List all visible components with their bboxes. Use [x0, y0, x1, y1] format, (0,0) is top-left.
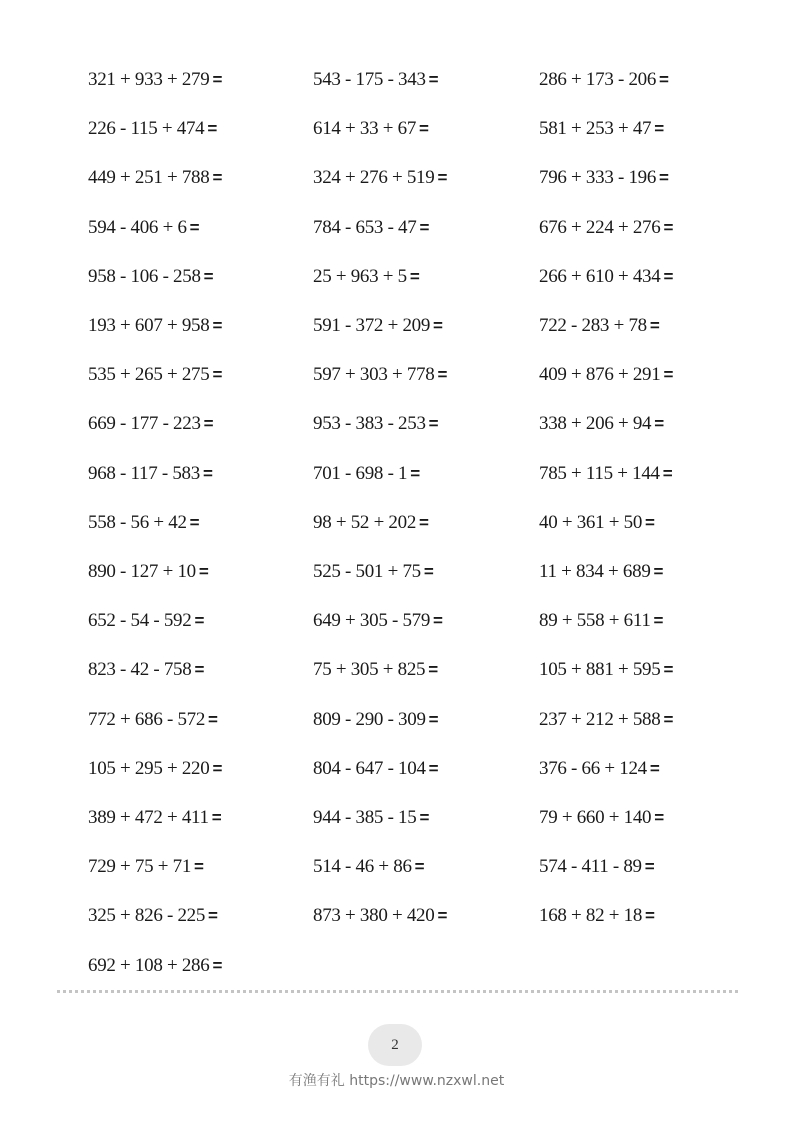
arithmetic-problem: [88, 807, 221, 829]
equals-sign: =: [649, 758, 660, 778]
equals-sign: =: [202, 463, 213, 483]
equals-sign: =: [194, 660, 205, 680]
problem-expression: 890 - 127 + 10: [88, 561, 196, 582]
arithmetic-problem: [88, 856, 204, 878]
equals-sign: =: [211, 808, 222, 827]
page-number-badge: [368, 1024, 422, 1066]
arithmetic-problem: [539, 217, 673, 239]
problem-expression: 449 + 251 + 788: [88, 167, 210, 189]
equals-sign: =: [189, 217, 200, 237]
arithmetic-problem: [88, 610, 204, 632]
equals-sign: =: [428, 758, 439, 778]
equals-sign: =: [644, 857, 655, 877]
problem-expression: 968 - 117 - 583: [88, 462, 200, 484]
arithmetic-problem: [313, 463, 420, 485]
arithmetic-problem: [539, 266, 673, 288]
equals-sign: =: [194, 857, 204, 877]
equals-sign: =: [212, 316, 223, 335]
problem-expression: 543 - 175 - 343: [313, 69, 426, 90]
arithmetic-problem: [88, 463, 213, 485]
arithmetic-problem: [313, 118, 429, 140]
problem-expression: 535 + 265 + 275: [88, 364, 210, 386]
problem-expression: 804 - 647 - 104: [313, 757, 426, 779]
problem-expression: 873 + 380 + 420: [313, 905, 435, 927]
arithmetic-problem: [313, 364, 447, 386]
equals-sign: =: [198, 562, 209, 581]
equals-sign: =: [419, 512, 429, 532]
equals-sign: =: [419, 808, 430, 827]
equals-sign: =: [659, 70, 669, 89]
footer-text: 有渔有礼 https://www.nzxwl.net: [288, 1073, 505, 1089]
equals-sign: =: [428, 70, 439, 89]
problem-expression: 649 + 305 - 579: [313, 610, 431, 632]
equals-sign: =: [414, 857, 425, 877]
equals-sign: =: [653, 562, 664, 581]
equals-sign: =: [212, 365, 223, 385]
equals-sign: =: [212, 955, 223, 975]
problem-expression: 325 + 826 - 225: [88, 905, 206, 927]
arithmetic-problem: [539, 610, 663, 632]
arithmetic-problem: [88, 167, 222, 189]
equals-sign: =: [662, 463, 673, 483]
equals-sign: =: [212, 758, 223, 778]
problem-expression: 389 + 472 + 411: [88, 807, 209, 828]
arithmetic-problem: [313, 69, 438, 91]
arithmetic-problem: [539, 364, 673, 386]
problem-expression: 729 + 75 + 71: [88, 856, 192, 878]
problem-expression: 669 - 177 - 223: [88, 413, 201, 435]
page-number: 2: [391, 1036, 399, 1053]
problem-expression: 558 - 56 + 42: [88, 511, 187, 533]
problem-expression: 785 + 115 + 144: [539, 462, 660, 484]
equals-sign: =: [208, 906, 218, 926]
equals-sign: =: [663, 217, 674, 237]
arithmetic-problem: [88, 118, 217, 140]
problem-expression: 594 - 406 + 6: [88, 216, 187, 238]
equals-sign: =: [437, 906, 448, 926]
arithmetic-problem: [539, 709, 673, 731]
arithmetic-problem: [88, 217, 199, 239]
equals-sign: =: [208, 709, 218, 729]
arithmetic-problem: [313, 167, 447, 189]
problem-expression: 338 + 206 + 94: [539, 413, 652, 435]
arithmetic-problem: [539, 856, 654, 878]
problem-expression: 193 + 607 + 958: [88, 315, 210, 336]
arithmetic-problem: [88, 659, 204, 681]
arithmetic-problem: [88, 955, 222, 977]
arithmetic-problem: [539, 118, 664, 140]
problem-expression: 98 + 52 + 202: [313, 511, 417, 533]
equals-sign: =: [419, 217, 430, 237]
problem-expression: 581 + 253 + 47: [539, 118, 652, 140]
equals-sign: =: [207, 119, 217, 139]
problem-expression: 953 - 383 - 253: [313, 413, 426, 435]
arithmetic-problem: [539, 463, 672, 485]
equals-sign: =: [663, 266, 674, 286]
problem-expression: 226 - 115 + 474: [88, 118, 205, 140]
arithmetic-problem: [88, 364, 222, 386]
equals-sign: =: [654, 808, 664, 827]
problem-expression: 266 + 610 + 434: [539, 265, 661, 287]
problem-expression: 105 + 881 + 595: [539, 659, 661, 681]
arithmetic-problem: [88, 69, 222, 91]
arithmetic-problem: [313, 807, 429, 829]
equals-sign: =: [437, 168, 448, 188]
equals-sign: =: [410, 463, 420, 483]
problem-expression: 692 + 108 + 286: [88, 954, 210, 976]
equals-sign: =: [654, 119, 664, 139]
arithmetic-problem: [539, 659, 673, 681]
problem-expression: 597 + 303 + 778: [313, 364, 435, 386]
equals-sign: =: [437, 365, 448, 385]
problem-expression: 796 + 333 - 196: [539, 167, 657, 189]
arithmetic-problem: [313, 709, 438, 731]
equals-sign: =: [663, 709, 674, 729]
problem-expression: 321 + 933 + 279: [88, 69, 210, 90]
arithmetic-problem: [313, 266, 419, 288]
problem-expression: 614 + 33 + 67: [313, 118, 417, 140]
equals-sign: =: [203, 266, 214, 286]
problem-expression: 514 - 46 + 86: [313, 856, 412, 878]
equals-sign: =: [428, 660, 438, 680]
problem-expression: 89 + 558 + 611: [539, 610, 651, 632]
problem-expression: 676 + 224 + 276: [539, 216, 661, 238]
arithmetic-problem: [88, 709, 218, 731]
arithmetic-problem: [313, 217, 429, 239]
arithmetic-problem: [313, 610, 443, 632]
arithmetic-problem: [313, 659, 438, 681]
equals-sign: =: [663, 365, 674, 385]
problem-expression: 823 - 42 - 758: [88, 659, 192, 681]
equals-sign: =: [433, 611, 443, 631]
arithmetic-problem: [539, 905, 655, 927]
problem-expression: 409 + 876 + 291: [539, 364, 661, 386]
arithmetic-problem: [539, 69, 669, 91]
arithmetic-problem: [88, 905, 218, 927]
arithmetic-problem: [88, 758, 222, 780]
arithmetic-problem: [539, 167, 669, 189]
equals-sign: =: [645, 906, 655, 926]
problem-expression: 701 - 698 - 1: [313, 462, 408, 484]
problem-expression: 168 + 82 + 18: [539, 905, 643, 927]
equals-sign: =: [212, 168, 223, 188]
arithmetic-problem: [88, 512, 199, 534]
equals-sign: =: [428, 709, 439, 729]
problem-expression: 574 - 411 - 89: [539, 856, 642, 878]
equals-sign: =: [428, 414, 439, 434]
arithmetic-problem: [313, 561, 433, 583]
problem-expression: 105 + 295 + 220: [88, 757, 210, 779]
equals-sign: =: [409, 266, 420, 286]
equals-sign: =: [663, 660, 674, 680]
problem-expression: 722 - 283 + 78: [539, 315, 647, 336]
problem-expression: 784 - 653 - 47: [313, 216, 417, 238]
arithmetic-problem: [313, 413, 438, 435]
arithmetic-problem: [88, 315, 222, 337]
equals-sign: =: [189, 512, 200, 532]
problem-expression: 25 + 963 + 5: [313, 265, 407, 287]
problem-expression: 958 - 106 - 258: [88, 265, 201, 287]
problem-expression: 525 - 501 + 75: [313, 561, 421, 582]
problem-expression: 324 + 276 + 519: [313, 167, 435, 189]
arithmetic-problem: [313, 512, 429, 534]
arithmetic-problem: [313, 905, 447, 927]
arithmetic-problem: [539, 512, 655, 534]
arithmetic-problem: [88, 266, 213, 288]
problem-expression: 376 - 66 + 124: [539, 757, 647, 779]
arithmetic-problem: [88, 413, 213, 435]
equals-sign: =: [194, 611, 205, 631]
dotted-divider: [57, 990, 738, 993]
arithmetic-problem: [539, 413, 664, 435]
equals-sign: =: [649, 316, 660, 335]
problem-expression: 809 - 290 - 309: [313, 708, 426, 730]
problem-expression: 591 - 372 + 209: [313, 315, 431, 336]
equals-sign: =: [203, 414, 214, 434]
equals-sign: =: [654, 414, 664, 434]
problem-expression: 652 - 54 - 592: [88, 610, 192, 632]
equals-sign: =: [419, 119, 429, 139]
problem-expression: 75 + 305 + 825: [313, 659, 426, 681]
arithmetic-problem: [313, 315, 443, 337]
problem-expression: 237 + 212 + 588: [539, 708, 661, 730]
arithmetic-problem: [539, 315, 659, 337]
problem-expression: 79 + 660 + 140: [539, 807, 652, 828]
problem-expression: 11 + 834 + 689: [539, 561, 651, 582]
equals-sign: =: [659, 168, 669, 188]
arithmetic-problem: [88, 561, 208, 583]
equals-sign: =: [653, 611, 664, 631]
arithmetic-problem: [313, 856, 424, 878]
problem-expression: 944 - 385 - 15: [313, 807, 417, 828]
equals-sign: =: [423, 562, 434, 581]
equals-sign: =: [212, 70, 223, 89]
problem-expression: 286 + 173 - 206: [539, 69, 657, 90]
problem-expression: 772 + 686 - 572: [88, 708, 206, 730]
arithmetic-problem: [313, 758, 438, 780]
equals-sign: =: [433, 316, 443, 335]
arithmetic-problem: [539, 758, 659, 780]
arithmetic-problem: [539, 561, 663, 583]
arithmetic-problem: [539, 807, 664, 829]
problem-expression: 40 + 361 + 50: [539, 511, 643, 533]
equals-sign: =: [645, 512, 655, 532]
